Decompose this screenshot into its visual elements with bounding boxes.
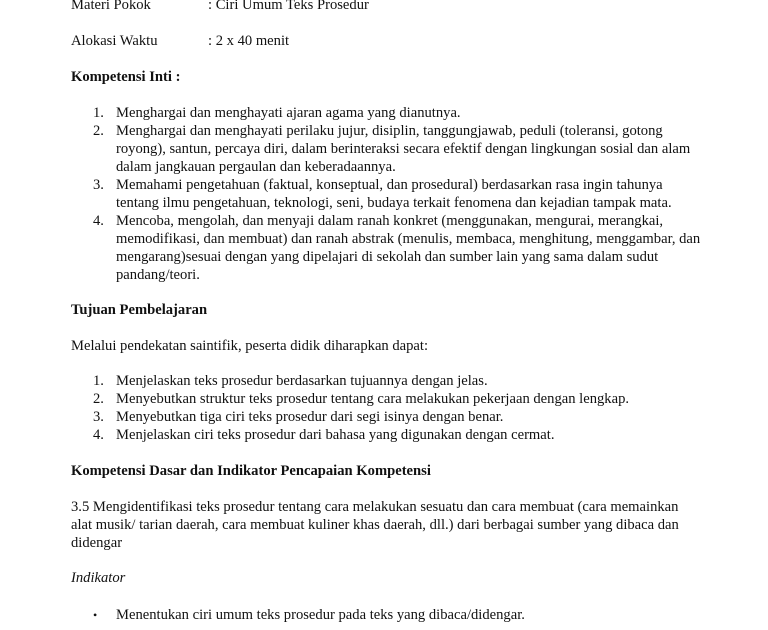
list-item: [71, 176, 701, 212]
kompetensi-dasar-heading: Kompetensi Dasar dan Indikator Pencapaian Kompetensi: [71, 463, 431, 479]
list-number: 1.: [93, 373, 104, 389]
list-item: [71, 390, 701, 408]
list-item: [71, 372, 701, 390]
list-item: [71, 212, 701, 284]
list-item: [71, 408, 701, 426]
list-item-text: Menentukan ciri umum teks prosedur pada teks yang dibaca/didengar.: [116, 607, 525, 623]
list-number: 3.: [93, 177, 104, 193]
list-item: [71, 122, 701, 176]
kompetensi-inti-heading: Kompetensi Inti :: [71, 69, 181, 85]
list-item-text: Memahami pengetahuan (faktual, konseptual, dan prosedural) berdasarkan rasa ingin tahunya tentang ilmu pengetahuan, teknologi, seni, budaya terkait fenomena dan kejadian tampak mata.: [116, 177, 672, 211]
list-item-text: Mencoba, mengolah, dan menyaji dalam ranah konkret (menggunakan, mengurai, merangkai, memodifikasi, dan membuat) dan ranah abstrak (menulis, membaca, menghitung, menggambar, dan mengarang)sesuai dengan yang dipelajari di sekolah dan sumber lain yang sama dalam sudut pandang/teori.: [116, 213, 701, 283]
materi-pokok-row: [71, 0, 369, 14]
list-item-text: Menghargai dan menghayati ajaran agama yang dianutnya.: [116, 105, 461, 121]
list-number: 1.: [93, 105, 104, 121]
tujuan-intro: Melalui pendekatan saintifik, peserta didik diharapkan dapat:: [71, 338, 429, 354]
kompetensi-inti-list: [71, 104, 701, 284]
alokasi-waktu-value: : 2 x 40 menit: [208, 33, 290, 49]
materi-pokok-value: : Ciri Umum Teks Prosedur: [208, 0, 369, 13]
list-item-text: Menyebutkan tiga ciri teks prosedur dari segi isinya dengan benar.: [116, 409, 504, 425]
indikator-label: Indikator: [71, 570, 126, 586]
alokasi-waktu-label: Alokasi Waktu: [71, 33, 158, 49]
tujuan-pembelajaran-heading: Tujuan Pembelajaran: [71, 302, 208, 318]
list-item: [71, 104, 701, 122]
list-item: [71, 426, 701, 444]
list-item-text: Menjelaskan ciri teks prosedur dari bahasa yang digunakan dengan cermat.: [116, 427, 555, 443]
list-item-text: Menyebutkan struktur teks prosedur tentang cara melakukan pekerjaan dengan lengkap.: [116, 391, 630, 407]
indikator-list: [71, 606, 701, 624]
kompetensi-dasar-text: 3.5 Mengidentifikasi teks prosedur tentang cara melakukan sesuatu dan cara membuat (cara memainkan alat musik/ tarian daerah, cara membuat kuliner khas daerah, dll.) dari berbagai sumber yang dibaca dan didengar: [71, 499, 679, 551]
tujuan-list: [71, 372, 701, 444]
list-number: 4.: [93, 427, 104, 443]
alokasi-waktu-row: [71, 32, 289, 50]
list-number: 4.: [93, 213, 104, 229]
bullet-icon: •: [93, 608, 98, 622]
list-number: 2.: [93, 391, 104, 407]
list-item-text: Menghargai dan menghayati perilaku jujur, disiplin, tanggungjawab, peduli (toleransi, gotong royong), santun, percaya diri, dalam berinteraksi secara efektif dengan lingkungan sosial dan alam dalam jangkauan pergaulan dan keberadaannya.: [116, 123, 691, 175]
list-number: 2.: [93, 123, 104, 139]
list-item: [71, 606, 701, 624]
list-item-text: Menjelaskan teks prosedur berdasarkan tujuannya dengan jelas.: [116, 373, 488, 389]
list-number: 3.: [93, 409, 104, 425]
materi-pokok-label: Materi Pokok: [71, 0, 151, 13]
